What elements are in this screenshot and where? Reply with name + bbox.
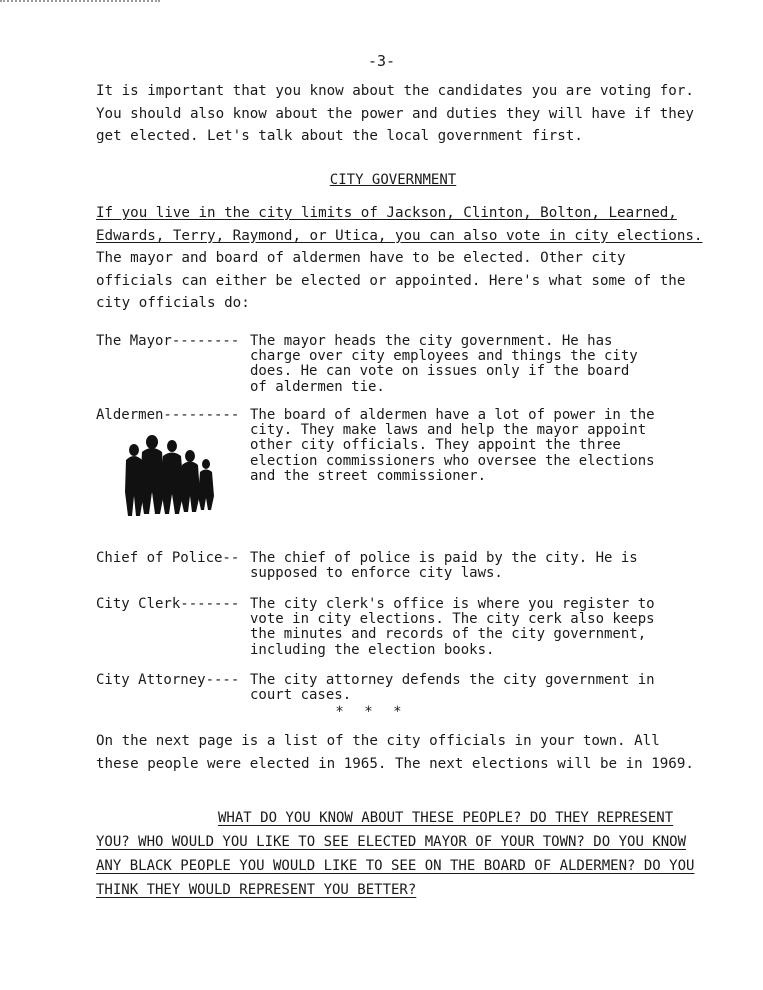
- next-page-note: On the next page is a list of the city officials in your town. All these people were elected in 1965. The next elections will be in 1969.: [96, 733, 694, 772]
- official-term: Aldermen---------: [96, 407, 240, 423]
- official-term: Chief of Police--: [96, 550, 240, 566]
- official-description: The city clerk's office is where you register to vote in city elections. The city cerk also keeps the minutes and records of the city government, including the election books.: [250, 596, 655, 658]
- eligibility-rest: The mayor and board of aldermen have to be elected. Other city officials can either be elected or appointed. Here's what some of the city officials do:: [96, 250, 686, 311]
- section-separator: * * *: [335, 704, 408, 720]
- official-description: The board of aldermen have a lot of power in the city. They make laws and help the mayor appoint other city officials. They appoint the three election commissioners who oversee the elections and the street commissioner.: [250, 407, 655, 484]
- section-heading: CITY GOVERNMENT: [329, 172, 457, 188]
- group-of-people-illustration: [120, 430, 216, 516]
- official-term: City Attorney----: [96, 672, 240, 688]
- top-dotted-rule: [0, 0, 160, 6]
- eligibility-paragraph: [96, 202, 706, 315]
- page-number: -3-: [367, 52, 396, 70]
- official-term: The Mayor--------: [96, 333, 240, 349]
- eligibility-underlined-lead: If you live in the city limits of Jackson, Clinton, Bolton, Learned, Edwards, Terry, Raymond, or Utica, you can also vote in city elections.: [96, 205, 703, 244]
- official-description: The city attorney defends the city government in court cases.: [250, 672, 655, 704]
- official-term: City Clerk-------: [96, 596, 240, 612]
- official-description: The mayor heads the city government. He has charge over city employees and things the city does. He can vote on issues only if the board of aldermen tie.: [250, 333, 638, 395]
- questions-text: WHAT DO YOU KNOW ABOUT THESE PEOPLE? DO THEY REPRESENT YOU? WHO WOULD YOU LIKE TO SEE ELECTED MAYOR OF YOUR TOWN? DO YOU KNOW ANY BLACK PEOPLE YOU WOULD LIKE TO SEE ON THE BOARD OF ALDERMEN? DO YOU THINK THEY WOULD REPRESENT YOU BETTER?: [96, 810, 695, 898]
- intro-paragraph: It is important that you know about the candidates you are voting for. You should also know about the power and duties they will have if they get elected. Let's talk about the local government first.: [96, 83, 694, 144]
- discussion-questions: [96, 806, 706, 902]
- official-description: The chief of police is paid by the city. He is supposed to enforce city laws.: [250, 550, 638, 582]
